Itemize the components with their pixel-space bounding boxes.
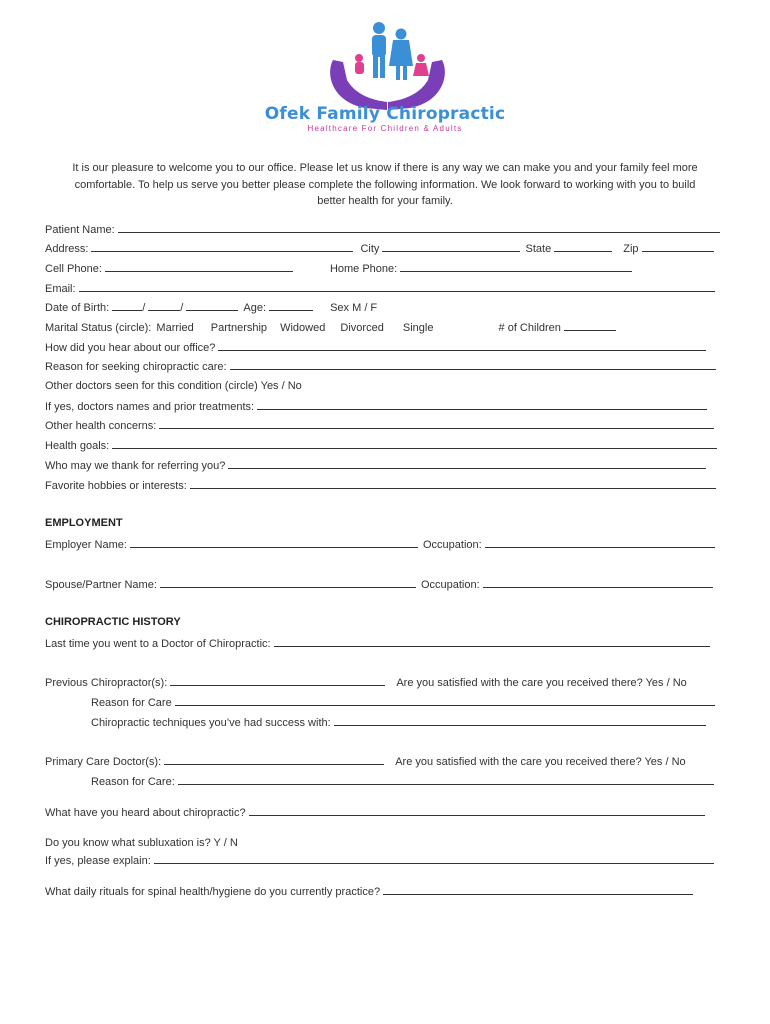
patient-name-row xyxy=(45,222,720,237)
reason-care-2-field[interactable] xyxy=(178,774,714,785)
heard-label: What have you heard about chiropractic? xyxy=(45,807,246,819)
employer-field[interactable] xyxy=(130,537,418,548)
dob-year-field[interactable] xyxy=(186,300,238,311)
address-row xyxy=(45,241,714,256)
other-doctors-label[interactable]: Other doctors seen for this condition (circle) Yes / No xyxy=(45,380,302,392)
reason-field[interactable] xyxy=(230,359,716,370)
techniques-field[interactable] xyxy=(334,715,706,726)
intro-paragraph xyxy=(46,160,724,210)
explain-row xyxy=(45,853,714,868)
intro-line: better health for your family. xyxy=(317,195,453,207)
reason-care-2-label: Reason for Care: xyxy=(91,776,175,788)
state-field[interactable] xyxy=(554,241,612,252)
dob-label: Date of Birth: xyxy=(45,302,110,314)
prior-treatments-field[interactable] xyxy=(257,399,707,410)
brand-name: Ofek Family Chiropractic xyxy=(264,104,506,124)
email-row xyxy=(45,281,715,296)
spouse-field[interactable] xyxy=(160,577,416,588)
prior-treatments-label: If yes, doctors names and prior treatments: xyxy=(45,401,255,413)
zip-field[interactable] xyxy=(642,241,714,252)
health-goals-row xyxy=(45,438,717,453)
employer-label: Employer Name: xyxy=(45,539,127,551)
last-visit-field[interactable] xyxy=(274,636,710,647)
subluxation-question[interactable]: Do you know what subluxation is? Y / N xyxy=(45,837,238,849)
spouse-row xyxy=(45,577,713,592)
hobbies-label: Favorite hobbies or interests: xyxy=(45,480,187,492)
cell-phone-label: Cell Phone: xyxy=(45,263,102,275)
cell-phone-field[interactable] xyxy=(105,261,293,272)
reason-care-row xyxy=(91,695,715,710)
spouse-label: Spouse/Partner Name: xyxy=(45,579,157,591)
divorced-option[interactable]: Divorced xyxy=(340,322,384,334)
dob-month-field[interactable] xyxy=(112,300,142,311)
health-goals-label: Health goals: xyxy=(45,440,110,452)
city-field[interactable] xyxy=(382,241,520,252)
employment-heading: EMPLOYMENT xyxy=(45,517,123,529)
techniques-row xyxy=(91,715,706,730)
primary-care-row xyxy=(45,754,686,769)
marital-label: Marital Status (circle): xyxy=(45,322,152,334)
previous-chiro-row xyxy=(45,675,687,690)
reason-row xyxy=(45,359,716,374)
primary-care-field[interactable] xyxy=(164,754,384,765)
employer-row xyxy=(45,537,715,552)
explain-label: If yes, please explain: xyxy=(45,855,151,867)
spouse-occupation-label: Occupation: xyxy=(420,579,480,591)
intro-line: It is our pleasure to welcome you to our office. Please let us know if there is any way we can make you and your family feel more xyxy=(72,162,698,174)
heard-row xyxy=(45,805,705,820)
satisfied-question-2[interactable]: Are you satisfied with the care you received there? Yes / No xyxy=(395,756,686,768)
reason-care-2-row xyxy=(91,774,714,789)
referral-label: Who may we thank for referring you? xyxy=(45,460,226,472)
dob-separator: / xyxy=(180,302,184,314)
rituals-field[interactable] xyxy=(383,884,693,895)
brand-tagline: Healthcare For Children & Adults xyxy=(307,124,463,133)
email-field[interactable] xyxy=(79,281,715,292)
dob-separator: / xyxy=(142,302,146,314)
satisfied-question[interactable]: Are you satisfied with the care you received there? Yes / No xyxy=(396,677,687,689)
primary-care-label: Primary Care Doctor(s): xyxy=(45,756,162,768)
rituals-row xyxy=(45,884,693,899)
home-phone-label: Home Phone: xyxy=(329,263,398,275)
history-heading: CHIROPRACTIC HISTORY xyxy=(45,616,181,628)
subluxation-row xyxy=(45,836,238,850)
other-health-row xyxy=(45,418,714,433)
referral-field[interactable] xyxy=(228,458,706,469)
hobbies-field[interactable] xyxy=(190,478,716,489)
reason-care-label: Reason for Care xyxy=(91,697,172,709)
city-label: City xyxy=(360,243,380,255)
married-option[interactable]: Married xyxy=(156,322,194,334)
home-phone-field[interactable] xyxy=(400,261,632,272)
partnership-option[interactable]: Partnership xyxy=(210,322,268,334)
explain-field[interactable] xyxy=(154,853,714,864)
patient-name-field[interactable] xyxy=(118,222,720,233)
state-label: State xyxy=(525,243,552,255)
patient-name-label: Patient Name: xyxy=(45,224,115,236)
dob-day-field[interactable] xyxy=(148,300,180,311)
address-label: Address: xyxy=(45,243,89,255)
occupation-field[interactable] xyxy=(485,537,715,548)
hear-field[interactable] xyxy=(218,340,706,351)
phone-row xyxy=(45,261,632,276)
single-option[interactable]: Single xyxy=(402,322,434,334)
zip-label: Zip xyxy=(623,243,639,255)
hobbies-row xyxy=(45,478,716,493)
age-field[interactable] xyxy=(269,300,313,311)
heard-field[interactable] xyxy=(249,805,705,816)
previous-chiro-label: Previous Chiropractor(s): xyxy=(45,677,168,689)
other-doctors-row xyxy=(45,379,302,393)
previous-chiro-field[interactable] xyxy=(170,675,385,686)
referral-row xyxy=(45,458,706,473)
marital-row xyxy=(45,320,616,335)
sex-option[interactable]: Sex M / F xyxy=(330,302,378,314)
other-health-field[interactable] xyxy=(159,418,714,429)
techniques-label: Chiropractic techniques you’ve had success with: xyxy=(91,717,331,729)
health-goals-field[interactable] xyxy=(112,438,717,449)
address-field[interactable] xyxy=(91,241,353,252)
last-visit-label: Last time you went to a Doctor of Chiropractic: xyxy=(45,638,271,650)
age-label: Age: xyxy=(243,302,267,314)
widowed-option[interactable]: Widowed xyxy=(280,322,326,334)
hear-label: How did you hear about our office? xyxy=(45,342,216,354)
email-label: Email: xyxy=(45,283,76,295)
reason-care-field[interactable] xyxy=(175,695,715,706)
prior-treatments-row xyxy=(45,399,707,414)
spouse-occupation-field[interactable] xyxy=(483,577,713,588)
reason-label: Reason for seeking chiropractic care: xyxy=(45,361,227,373)
rituals-label: What daily rituals for spinal health/hygiene do you currently practice? xyxy=(45,886,381,898)
last-visit-row xyxy=(45,636,710,651)
occupation-label: Occupation: xyxy=(422,539,482,551)
children-label: # of Children xyxy=(498,322,561,334)
children-field[interactable] xyxy=(564,320,616,331)
dob-row xyxy=(45,300,377,315)
hear-row xyxy=(45,340,706,355)
other-health-label: Other health concerns: xyxy=(45,420,157,432)
intro-line: comfortable. To help us serve you better please complete the following information. We look forward to working with you to build xyxy=(74,178,696,191)
